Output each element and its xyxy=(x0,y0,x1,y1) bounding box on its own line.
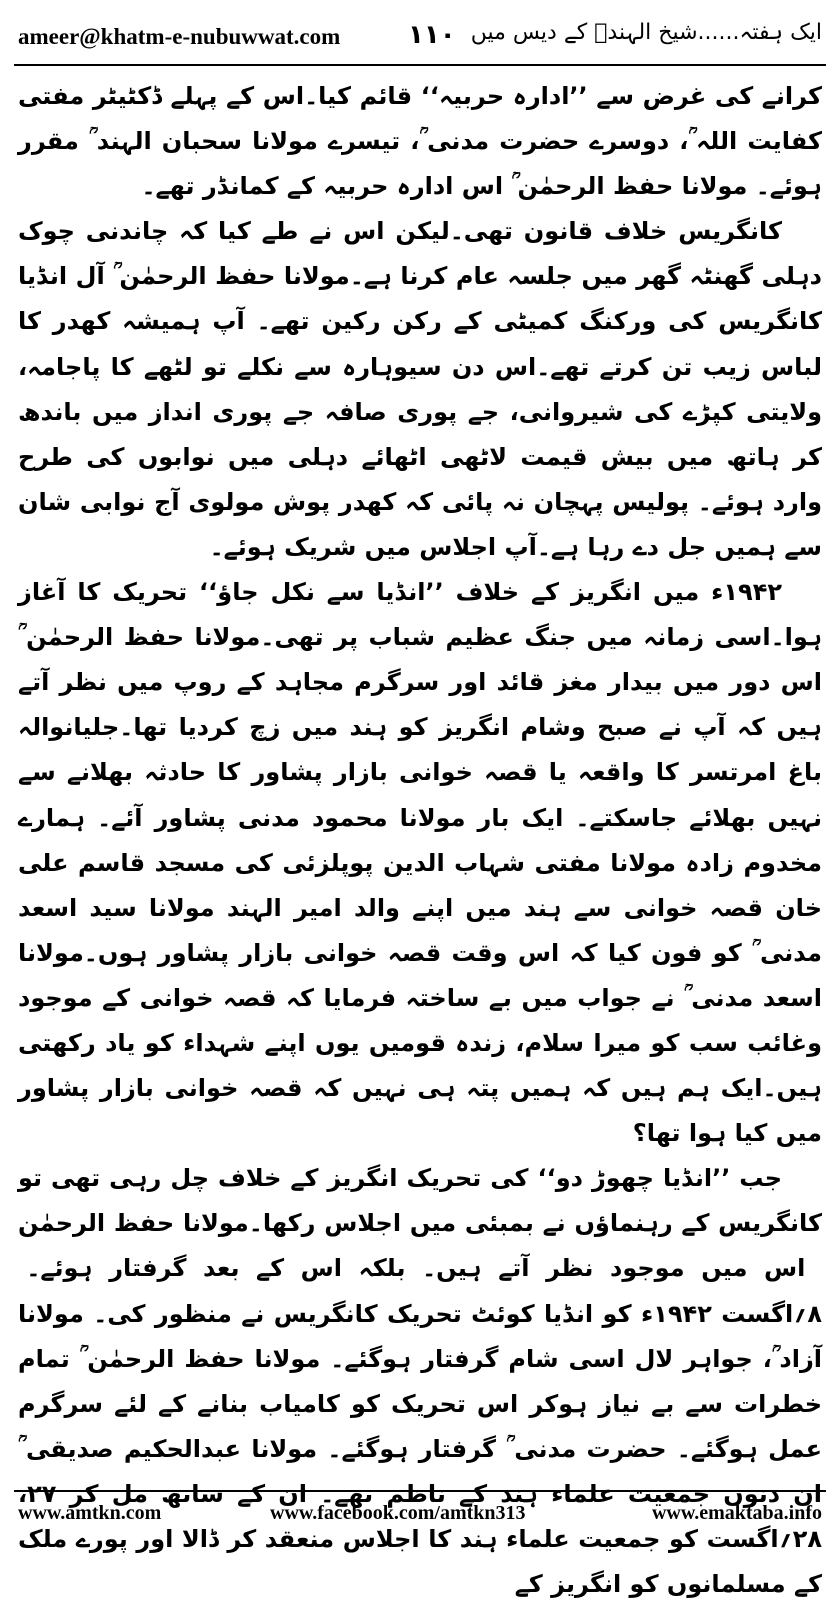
page-header xyxy=(0,0,840,70)
header-email: ameer@khatm-e-nubuwwat.com xyxy=(18,24,341,49)
paragraph-2: کانگریس خلاف قانون تھی۔لیکن اس نے طے کیا کہ چاندنی چوک دہلی گھنٹہ گھر میں جلسہ عام کرنا ہے۔مولانا حفظ الرحمٰن ؒ آل انڈیا کانگریس کی ورکنگ کمیٹی کے رکن رکین تھے۔ آپ ہمیشہ کھدر کا لباس زیب تن کرتے تھے۔اس دن سیوہارہ سے نکلے تو لٹھے کا پاجامہ، ولایتی کپڑے کی شیروانی، جے پوری صافہ جے پوری انداز میں باندھ کر ہاتھ میں بیش قیمت لاٹھی اٹھائے دہلی میں نوابوں کی طرح وارد ہوئے۔ پولیس پہچان نہ پائی کہ کھدر پوش مولوی آج نوابی شان سے ہمیں جل دے رہا ہے۔آپ اجلاس میں شریک ہوئے۔ xyxy=(18,217,822,561)
header-rule xyxy=(14,64,826,66)
running-title: ایک ہفتہ......شیخ الہندؒ کے دیس میں xyxy=(470,20,822,45)
paragraph-4: جب ’’انڈیا چھوڑ دو‘‘ کی تحریک انگریز کے خلاف چل رہی تھی تو کانگریس کے رہنماؤں نے بمبئی میں اجلاس رکھا۔مولانا حفظ الرحمٰن ؒ اس میں موجود نظر آتے ہیں۔ بلکہ اس کے بعد گرفتار ہوئے۔ ۸؍اگست ۱۹۴۲ء کو انڈیا کوئٹ تحریک کانگریس نے منظور کی۔ مولانا آزاد ؒ، جواہر لال اسی شام گرفتار ہوگئے۔ مولانا حفظ الرحمٰن ؒ تمام خطرات سے بے نیاز ہوکر اس تحریک کو کامیاب بنانے کے لئے سرگرم عمل ہوگئے۔ حضرت مدنی ؒ گرفتار ہوگئے۔ مولانا عبدالحکیم صدیقی ؒ ان دنوں جمعیت علماء ہند کے ناظم تھے۔ ان کے ساتھ مل کر ۲۷، ۲۸؍اگست کو جمعیت علماء ہند کا اجلاس منعقد کر ڈالا اور پورے ملک کے مسلمانوں کو انگریز کے xyxy=(18,1164,822,1599)
footer-link-facebook[interactable]: www.facebook.com/amtkn313 xyxy=(270,1502,526,1524)
page-number: ۱۱۰ xyxy=(408,20,456,50)
page-footer xyxy=(0,1502,840,1532)
paragraph-1: کرانے کی غرض سے ’’ادارہ حربیہ‘‘ قائم کیا۔اس کے پہلے ڈکٹیٹر مفتی کفایت اللہ ؒ، دوسرے حضرت مدنی ؒ، تیسرے مولانا سحبان الہند ؒ مقرر ہوئے۔ مولانا حفظ الرحمٰن ؒ اس ادارہ حربیہ کے کمانڈر تھے۔ xyxy=(18,82,822,201)
footer-link-amtkn[interactable]: www.amtkn.com xyxy=(18,1502,162,1524)
footer-rule xyxy=(14,1490,826,1492)
footer-link-emaktaba[interactable]: www.emaktaba.info xyxy=(651,1502,822,1524)
paragraph-3: ۱۹۴۲ء میں انگریز کے خلاف ’’انڈیا سے نکل جاؤ‘‘ تحریک کا آغاز ہوا۔اسی زمانہ میں جنگ عظیم شباب پر تھی۔مولانا حفظ الرحمٰن ؒ اس دور میں بیدار مغز قائد اور سرگرم مجاہد کے روپ میں نظر آتے ہیں کہ آپ نے صبح وشام انگریز کو ہند میں زچ کردیا تھا۔جلیانوالہ باغ امرتسر کا واقعہ یا قصہ خوانی بازار پشاور کا حادثہ بھلانے سے نہیں بھلائے جاسکتے۔ ایک بار مولانا محمود مدنی پشاور آئے۔ ہمارے مخدوم زادہ مولانا مفتی شہاب الدین پوپلزئی کی مسجد قاسم علی خان قصہ خوانی سے ہند میں اپنے والد امیر الہند مولانا سید اسعد مدنی ؒ کو فون کیا کہ اس وقت قصہ خوانی بازار پشاور ہوں۔مولانا اسعد مدنی ؒ نے جواب میں بے ساختہ فرمایا کہ قصہ خوانی کے موجود وغائب سب کو میرا سلام، زندہ قومیں یوں اپنے شہداء کو یاد رکھتی ہیں۔ایک ہم ہیں کہ ہمیں پتہ ہی نہیں کہ قصہ خوانی بازار پشاور میں کیا ہوا تھا؟ xyxy=(18,578,822,1148)
